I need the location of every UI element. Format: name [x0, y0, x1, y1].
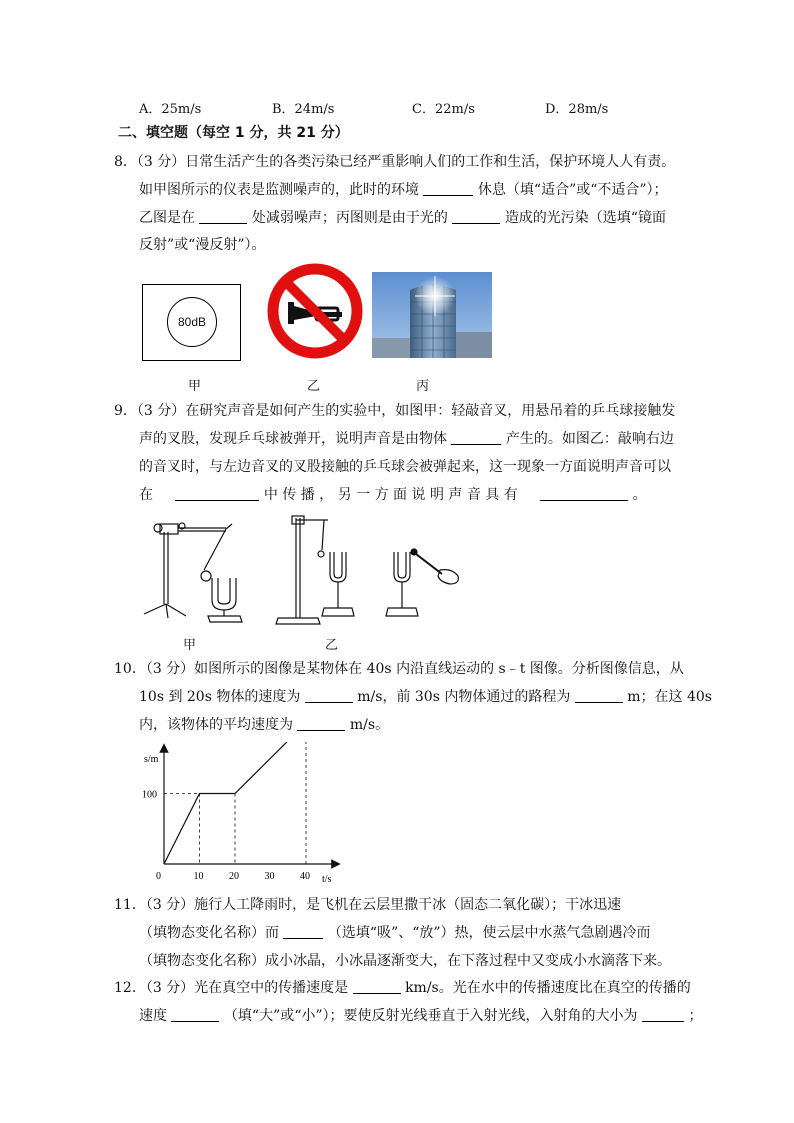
q10-blank-2[interactable]: [575, 688, 623, 703]
option-c: C．22m/s: [412, 102, 475, 117]
q9-blank-1[interactable]: [451, 430, 501, 445]
tick-labels: [142, 742, 310, 882]
y-tick-label: 100: [142, 789, 157, 801]
q12-blank-1[interactable]: [353, 979, 401, 994]
option-b: B．24m/s: [272, 102, 335, 117]
q11-line-1: 11．（3 分）施行人工降雨时，是飞机在云层里撒干冰（固态二氧化碳）；干冰迅速: [114, 897, 622, 913]
x-tick-label: 40: [300, 871, 310, 882]
q10-line-3: [139, 716, 389, 734]
stand-b: [276, 516, 328, 624]
q9-text: 中 传 播 ， 另 一 方 面 说 明 声 音 具 有: [263, 487, 518, 503]
q8-blank-3[interactable]: [452, 209, 500, 224]
q9-text: 。: [632, 487, 647, 503]
q10-blank-1[interactable]: [305, 688, 353, 703]
q12-line-1: [114, 979, 691, 997]
q11-blank-1[interactable]: [283, 924, 323, 939]
q9-line-4: [139, 486, 647, 504]
q12-text: 12．（3 分）光在真空中的传播速度是: [114, 980, 349, 996]
s-t-chart: [136, 742, 346, 887]
noise-meter-reading: 80dB: [177, 315, 207, 329]
tuning-fork-b-right: [386, 552, 418, 616]
tuning-fork-b-left: [322, 552, 354, 616]
q8-text: 如甲图所示的仪表是监测噪声的，此时的环境: [139, 182, 419, 198]
q9-line-3: 的音叉时，与左边音叉的叉股接触的乒乓球会被弹起来，这一现象一方面说明声音可以: [139, 459, 671, 475]
q10-text: 内，该物体的平均速度为: [139, 717, 293, 733]
option-a: A．25m/s: [139, 102, 202, 117]
q10-text: m；在这 40s: [627, 689, 712, 705]
q10-text: m/s。: [349, 717, 390, 733]
q11-text: （选填“吸”、“放”）热，使云层中水蒸气急剧遇冷而: [327, 925, 651, 941]
noise-meter-dial: [167, 297, 217, 347]
q8-text: 乙图是在: [139, 210, 195, 226]
q10-text: m/s，前 30s 内物体通过的路程为: [357, 689, 571, 705]
q9-line-1: 9．（3 分）在研究声音是如何产生的实验中，如图甲：轻敲音叉，用悬吊着的乒乓球接触发: [114, 403, 676, 419]
q8-caption-c: 丙: [416, 379, 430, 394]
stand-a: [144, 523, 232, 618]
no-horn-sign: [266, 262, 364, 360]
q12-line-2: [139, 1007, 702, 1025]
q8-line-4: 反射”或“漫反射”）。: [139, 237, 266, 253]
tuning-fork-a: [208, 578, 242, 622]
q10-line-2: [139, 688, 712, 706]
q12-blank-3[interactable]: [642, 1007, 684, 1022]
q8-text: 处减弱噪声；丙图则是由于光的: [251, 210, 448, 226]
q11-line-2: [139, 924, 651, 942]
x-tick-label: 10: [193, 871, 204, 882]
q10-line-1: 10．（3 分）如图所示的图像是某物体在 40s 内沿直线运动的 s﹣t 图像。分析图像信息，从: [114, 661, 684, 677]
q9-text: 产生的。如图乙：敲响右边: [505, 431, 674, 447]
x-axis-label: t/s: [322, 874, 332, 885]
q8-text: 造成的光污染（选填“镜面: [504, 210, 666, 226]
x-tick-label: 30: [264, 871, 275, 882]
q11-text: （填物态变化名称）而: [139, 925, 279, 941]
q12-text: km/s。光在水中的传播速度比在真空的传播的: [405, 980, 691, 996]
tuning-fork-figure: [138, 512, 468, 632]
option-d: D．28m/s: [545, 102, 609, 117]
mallet-hand: [411, 549, 458, 584]
q8-blank-2[interactable]: [199, 209, 247, 224]
q12-text: （填“大”或“小”）；要使反射光线垂直于入射光线，入射角的大小为: [223, 1008, 638, 1024]
noise-meter-figure: [142, 284, 241, 361]
section-title: 二、填空题（每空 1 分，共 21 分）: [118, 125, 349, 141]
q11-line-3: （填物态变化名称）成小冰晶，小冰晶逐渐变大，在下落过程中又变成小水滴落下来。: [139, 953, 671, 969]
q12-text: 速度: [139, 1008, 167, 1024]
x-tick-label: 20: [229, 871, 239, 882]
q9-caption-a: 甲: [183, 638, 197, 653]
q9-blank-2[interactable]: [175, 486, 259, 501]
series-s-t: [164, 742, 306, 864]
guide-lines: [164, 742, 306, 864]
q8-caption-b: 乙: [307, 379, 321, 394]
x-tick-label: 0: [156, 871, 161, 882]
q9-text: 声的叉股，发现乒乓球被弹开，说明声音是由物体: [139, 431, 447, 447]
q12-blank-2[interactable]: [171, 1007, 219, 1022]
q8-text: 休息（填“适合”或“不适合”）；: [477, 182, 668, 198]
q12-text: ；: [688, 1008, 703, 1024]
q9-blank-3[interactable]: [540, 486, 628, 501]
q9-caption-b: 乙: [325, 638, 339, 653]
q10-blank-3[interactable]: [297, 716, 345, 731]
q9-text: 在: [139, 487, 153, 503]
glass-building-photo: [372, 272, 492, 358]
q10-text: 10s 到 20s 物体的速度为: [139, 689, 301, 705]
q8-caption-a: 甲: [188, 379, 202, 394]
q9-line-2: [139, 430, 674, 448]
q8-line-1: 8．（3 分）日常生活产生的各类污染已经严重影响人们的工作和生活，保护环境人人有责。: [114, 154, 676, 170]
q8-line-3: [139, 209, 666, 227]
q8-blank-1[interactable]: [423, 181, 473, 196]
q8-line-2: [139, 181, 668, 199]
series-line: [164, 742, 306, 864]
y-axis-label: s/m: [144, 754, 159, 765]
